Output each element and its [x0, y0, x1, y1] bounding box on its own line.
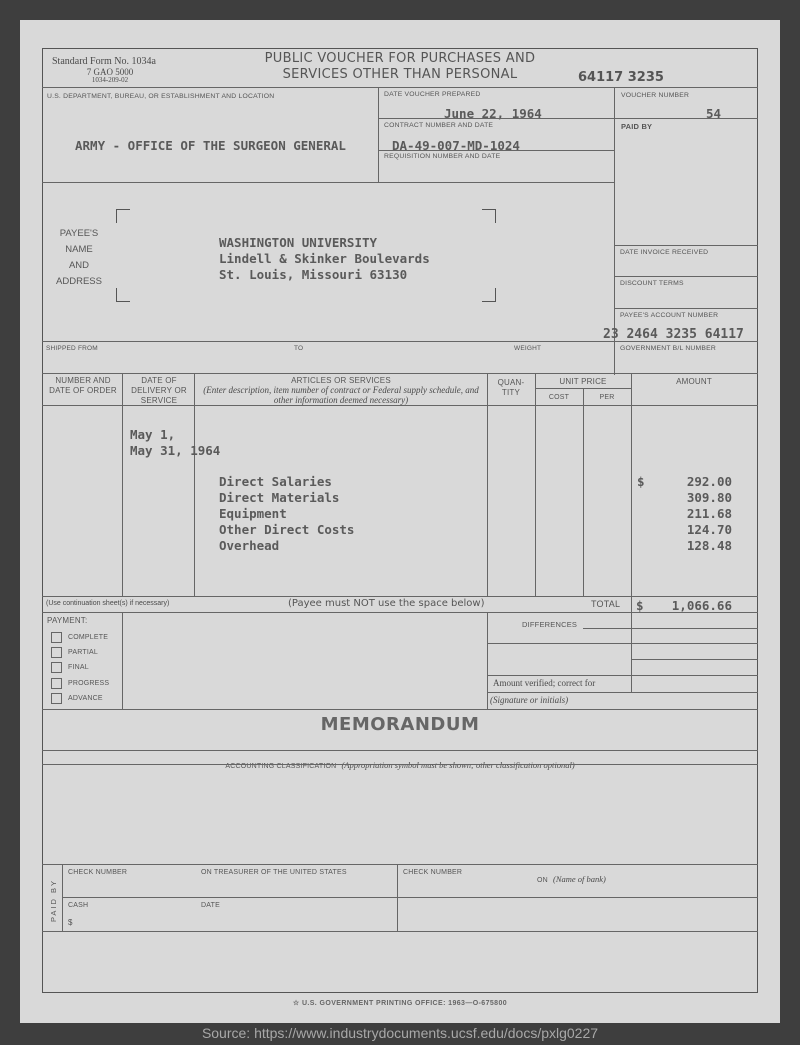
- divider: [583, 388, 584, 596]
- payee-address-line2[interactable]: St. Louis, Missouri 63130: [219, 267, 408, 282]
- currency-symbol: $: [637, 474, 645, 489]
- divider: [378, 118, 614, 119]
- voucher-number-label: VOUCHER NUMBER: [621, 92, 690, 99]
- on-label: ON: [537, 877, 548, 884]
- form-title-line1: PUBLIC VOUCHER FOR PURCHASES AND: [264, 51, 536, 66]
- item-description[interactable]: Other Direct Costs: [219, 522, 355, 537]
- address-bracket-bottom-left: [116, 288, 130, 302]
- department-value[interactable]: ARMY - OFFICE OF THE SURGEON GENERAL: [75, 138, 346, 153]
- divider: [487, 692, 758, 693]
- signature-label: (Signature or initials): [490, 695, 569, 705]
- gov-bl-label: GOVERNMENT B/L NUMBER: [620, 345, 716, 352]
- header-articles: ARTICLES OR SERVICES: [291, 376, 391, 385]
- divider: [42, 612, 758, 613]
- divider: [62, 864, 63, 932]
- divider: [631, 373, 632, 596]
- memorandum-title: MEMORANDUM: [320, 714, 480, 735]
- item-amount[interactable]: 211.68: [686, 506, 732, 521]
- total-currency: $: [636, 598, 644, 613]
- accounting-label: ACCOUNTING CLASSIFICATION: [225, 763, 337, 770]
- continuation-note: (Use continuation sheet(s) if necessary): [46, 600, 170, 607]
- item-description[interactable]: Overhead: [219, 538, 280, 553]
- payment-option-label: PROGRESS: [68, 680, 110, 687]
- divider: [42, 596, 758, 597]
- treasurer-label: ON TREASURER OF THE UNITED STATES: [201, 869, 347, 876]
- date-invoice-received-label: DATE INVOICE RECEIVED: [620, 249, 709, 256]
- cash-dollar-sign: $: [68, 918, 73, 927]
- divider: [487, 643, 758, 644]
- discount-terms-label: DISCOUNT TERMS: [620, 280, 684, 287]
- item-amount[interactable]: 124.70: [686, 522, 732, 537]
- header-order: NUMBER AND DATE OF ORDER: [49, 376, 117, 395]
- header-delivery: DATE OF DELIVERY OR SERVICE: [131, 376, 187, 405]
- payee-account-label: PAYEE'S ACCOUNT NUMBER: [620, 312, 719, 319]
- divider: [378, 87, 379, 182]
- payment-progress-checkbox[interactable]: [51, 678, 62, 689]
- payee-address-line1[interactable]: Lindell & Skinker Boulevards: [219, 251, 430, 266]
- item-description[interactable]: Direct Materials: [219, 490, 340, 505]
- payee-account-value[interactable]: 23 2464 3235 64117: [603, 327, 744, 342]
- differences-underline: [583, 628, 631, 629]
- payment-option-label: ADVANCE: [68, 695, 103, 702]
- header-unit-price: UNIT PRICE: [559, 377, 607, 386]
- header-articles-note: (Enter description, item number of contract or Federal supply schedule, and other information deemed necessary): [203, 385, 479, 405]
- address-bracket-bottom-right: [482, 288, 496, 302]
- header-amount: AMOUNT: [676, 377, 712, 386]
- payee-label-line: PAYEE'S: [59, 228, 99, 239]
- cash-label: CASH: [68, 902, 89, 909]
- differences-label: DIFFERENCES: [522, 620, 578, 629]
- divider: [42, 341, 758, 342]
- accounting-classification: [42, 753, 758, 772]
- divider: [42, 87, 758, 88]
- divider: [42, 182, 614, 183]
- divider: [487, 675, 758, 676]
- divider: [42, 864, 758, 865]
- header-per: PER: [599, 394, 615, 401]
- voucher-form-border: [42, 48, 758, 993]
- payment-final-checkbox[interactable]: [51, 662, 62, 673]
- payment-option-label: FINAL: [68, 664, 89, 671]
- to-label: TO: [294, 345, 304, 352]
- weight-label: WEIGHT: [514, 345, 542, 352]
- divider: [122, 612, 123, 709]
- item-description[interactable]: Direct Salaries: [219, 474, 332, 489]
- divider: [42, 931, 758, 932]
- header-cost: COST: [548, 394, 570, 401]
- date-label: DATE: [201, 902, 220, 909]
- divider: [631, 628, 758, 629]
- total-value[interactable]: 1,066.66: [671, 598, 732, 613]
- date-prepared-label: DATE VOUCHER PREPARED: [384, 91, 481, 98]
- payee-label-line: AND: [68, 260, 90, 271]
- form-code: 1034-209-02: [91, 76, 129, 84]
- divider: [614, 308, 758, 309]
- address-bracket-top-left: [116, 209, 130, 223]
- total-label: TOTAL: [591, 599, 621, 609]
- contract-label: CONTRACT NUMBER AND DATE: [384, 122, 494, 129]
- payee-restriction-note: (Payee must NOT use the space below): [288, 598, 485, 609]
- divider: [194, 373, 195, 596]
- header-number: 64117 3235: [578, 70, 664, 85]
- amount-verified-label: Amount verified; correct for: [493, 678, 596, 688]
- delivery-date-end[interactable]: May 31, 1964: [130, 443, 221, 458]
- payment-option-label: COMPLETE: [68, 634, 109, 641]
- bank-label: [537, 867, 606, 886]
- source-bar: Source: https://www.industrydocuments.ucsf.edu/docs/pxlg0227: [0, 1023, 800, 1045]
- contract-value[interactable]: DA-49-007-MD-1024: [392, 138, 520, 153]
- department-label: U.S. DEPARTMENT, BUREAU, OR ESTABLISHMENT AND LOCATION: [47, 93, 275, 100]
- bank-note: (Name of bank): [553, 874, 606, 884]
- form-title: [250, 51, 550, 83]
- check-number-label: CHECK NUMBER: [68, 869, 128, 876]
- payee-label-line: ADDRESS: [56, 276, 102, 287]
- shipped-from-label: SHIPPED FROM: [46, 345, 98, 352]
- divider: [631, 612, 632, 692]
- paid-by-vertical-text: PAID BY: [49, 878, 59, 922]
- divider: [614, 245, 758, 246]
- divider: [614, 118, 758, 119]
- payment-label: PAYMENT:: [47, 616, 88, 625]
- address-bracket-top-right: [482, 209, 496, 223]
- payment-option-label: PARTIAL: [68, 649, 98, 656]
- gao-code: 7 GAO 5000: [86, 67, 134, 77]
- divider: [62, 897, 758, 898]
- divider: [42, 373, 758, 374]
- divider: [42, 764, 758, 765]
- payment-partial-checkbox[interactable]: [51, 647, 62, 658]
- payment-complete-checkbox[interactable]: [51, 632, 62, 643]
- divider: [614, 276, 758, 277]
- divider: [535, 373, 536, 596]
- divider: [397, 864, 398, 932]
- divider: [487, 612, 488, 709]
- item-amount[interactable]: 309.80: [686, 490, 732, 505]
- delivery-date-start[interactable]: May 1,: [130, 427, 176, 442]
- accounting-note: (Appropriation symbol must be shown; other classification optional): [341, 760, 575, 770]
- payee-name[interactable]: WASHINGTON UNIVERSITY: [219, 235, 378, 250]
- paid-by-label: PAID BY: [621, 122, 653, 131]
- check-number2-label: CHECK NUMBER: [403, 869, 463, 876]
- divider: [122, 373, 123, 596]
- divider: [42, 405, 758, 406]
- header-quantity: QUAN- TITY: [497, 378, 525, 397]
- standard-form-number: Standard Form No. 1034a: [52, 56, 156, 67]
- requisition-label: REQUISITION NUMBER AND DATE: [384, 153, 501, 160]
- voucher-number-value[interactable]: 54: [706, 106, 722, 121]
- item-description[interactable]: Equipment: [219, 506, 287, 521]
- paid-by-vertical-label: [48, 870, 60, 930]
- form-title-line2: SERVICES OTHER THAN PERSONAL: [282, 67, 518, 82]
- payee-label: [50, 226, 108, 290]
- date-prepared-value[interactable]: June 22, 1964: [444, 106, 542, 121]
- divider: [378, 150, 614, 151]
- printing-office-footer: ☆ U.S. GOVERNMENT PRINTING OFFICE: 1963—O-675800: [292, 1000, 508, 1007]
- divider: [487, 373, 488, 596]
- divider: [42, 709, 758, 710]
- payee-label-line: NAME: [65, 244, 93, 255]
- payment-advance-checkbox[interactable]: [51, 693, 62, 704]
- item-amount[interactable]: 292.00: [686, 474, 732, 489]
- divider: [631, 596, 632, 612]
- divider: [631, 659, 758, 660]
- divider: [42, 750, 758, 751]
- item-amount[interactable]: 128.48: [686, 538, 732, 553]
